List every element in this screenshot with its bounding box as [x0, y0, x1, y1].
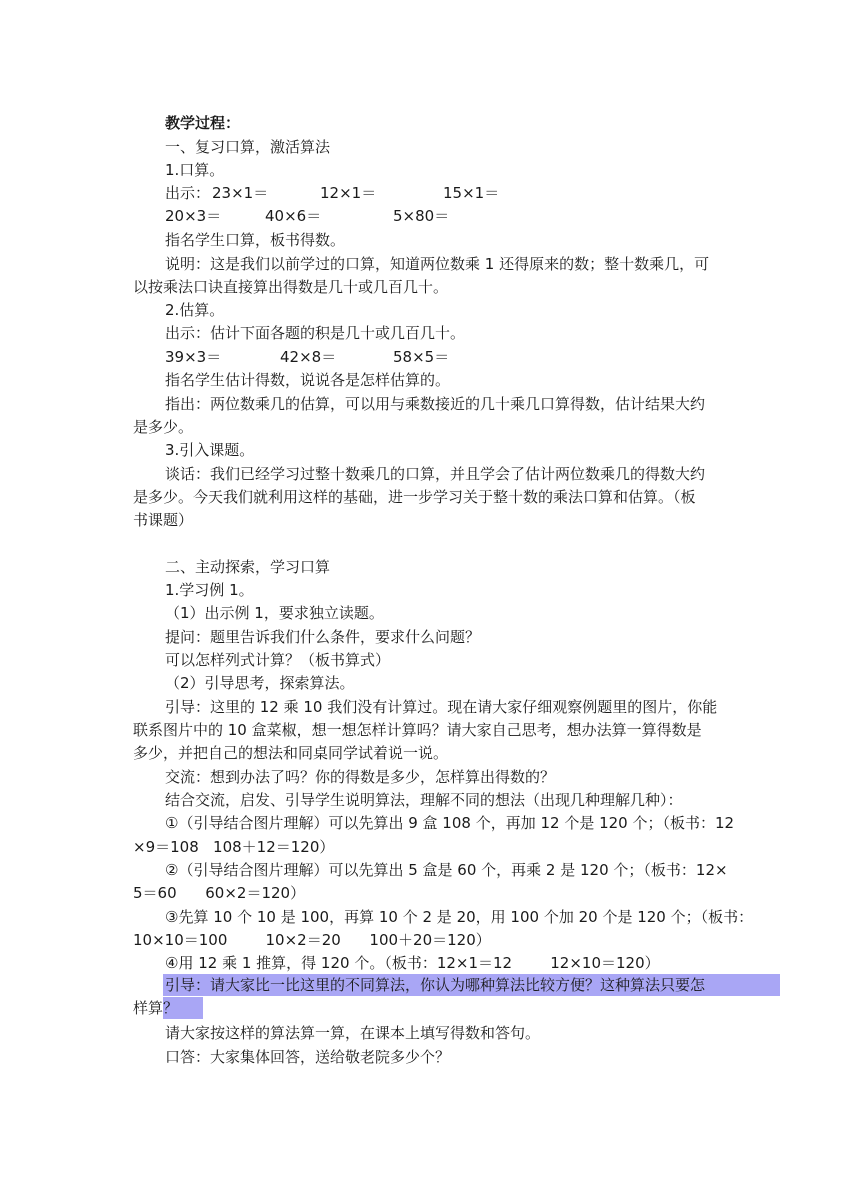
- method-line: ②（引导结合图片理解）可以先算出 5 盒是 60 个，再乘 2 是 120 个；（板书：12×: [165, 861, 728, 879]
- method-line: ①（引导结合图片理解）可以先算出 9 盒 108 个，再加 12 个是 120 个；（板书：12: [165, 814, 735, 832]
- paragraph-line: （2）引导思考，探索算法。: [165, 674, 355, 692]
- exercise-item: 40×6＝: [265, 207, 322, 225]
- method-line: ④用 12 乘 1 推算，得 120 个。（板书：12×1＝12 12×10＝120）: [165, 954, 660, 972]
- paragraph-line: 口答：大家集体回答，送给敬老院多少个？: [165, 1048, 451, 1066]
- paragraph-line: 结合交流，启发、引导学生说明算法，理解不同的想法（出现几种理解几种）：: [165, 791, 683, 809]
- subsection-title: 2.估算。: [165, 301, 225, 319]
- section-heading: 二、主动探索，学习口算: [165, 558, 331, 576]
- paragraph-line: 以按乘法口诀直接算出得数是几十或几百几十。: [133, 278, 449, 296]
- paragraph-line: 是多少。: [133, 418, 194, 436]
- exercise-item: 20×3＝: [165, 207, 222, 225]
- exercise-item: 39×3＝: [165, 348, 222, 366]
- paragraph-line: 说明：这是我们以前学过的口算，知道两位数乘 1 还得原来的数；整十数乘几，可: [165, 255, 710, 273]
- paragraph-line: 可以怎样列式计算？（板书算式）: [165, 651, 391, 669]
- highlighted-line: 引导：请大家比一比这里的不同算法，你认为哪种算法比较方便？这种算法只要怎: [165, 976, 706, 994]
- paragraph-line: （1）出示例 1，要求独立读题。: [165, 604, 384, 622]
- exercise-item: 12×1＝: [320, 184, 377, 202]
- exercise-item: 5×80＝: [393, 207, 450, 225]
- paragraph-line: 出示：估计下面各题的积是几十或几百几十。: [165, 324, 466, 342]
- paragraph-line: 引导：这里的 12 乘 10 我们没有计算过。现在请大家仔细观察例题里的图片，你能: [165, 698, 718, 716]
- exercise-item: 58×5＝: [393, 348, 450, 366]
- section-title: 教学过程：: [165, 114, 241, 132]
- paragraph-line: 指出：两位数乘几的估算，可以用与乘数接近的几十乘几口算得数，估计结果大约: [165, 395, 706, 413]
- method-line: 5＝60 60×2＝120）: [133, 884, 306, 902]
- exercise-item: 42×8＝: [280, 348, 337, 366]
- subsection-title: 3.引入课题。: [165, 441, 255, 459]
- paragraph-line: 请大家按这样的算法算一算，在课本上填写得数和答句。: [165, 1024, 541, 1042]
- paragraph-line: 谈话：我们已经学习过整十数乘几的口算，并且学会了估计两位数乘几的得数大约: [165, 465, 706, 483]
- section-heading: 一、复习口算，激活算法: [165, 138, 331, 156]
- exercise-item: 15×1＝: [443, 184, 500, 202]
- subsection-title: 1.口算。: [165, 161, 225, 179]
- exercise-item: 23×1＝: [212, 184, 269, 202]
- method-line: ×9＝108 108＋12＝120）: [133, 838, 335, 856]
- subsection-title: 1.学习例 1。: [165, 581, 254, 599]
- paragraph-line: 联系图片中的 10 盒菜椒，想一想怎样计算吗？请大家自己思考，想办法算一算得数是: [133, 721, 702, 739]
- paragraph-line: 多少，并把自己的想法和同桌同学试着说一说。: [133, 744, 449, 762]
- exercise-label: 出示：: [165, 184, 211, 202]
- paragraph-line: 书课题）: [133, 511, 194, 529]
- paragraph-line: 指名学生估计得数，说说各是怎样估算的。: [165, 371, 451, 389]
- highlighted-line: 样算？: [133, 999, 179, 1017]
- paragraph-line: 交流：想到办法了吗？你的得数是多少，怎样算出得数的？: [165, 768, 556, 786]
- paragraph-line: 提问：题里告诉我们什么条件，要求什么问题？: [165, 628, 481, 646]
- paragraph-line: 是多少。今天我们就利用这样的基础，进一步学习关于整十数的乘法口算和估算。（板: [133, 488, 696, 506]
- method-line: 10×10＝100 10×2＝20 100＋20＝120）: [133, 931, 491, 949]
- paragraph-line: 指名学生口算，板书得数。: [165, 231, 346, 249]
- method-line: ③先算 10 个 10 是 100，再算 10 个 2 是 20，用 100 个加 20 个是 120 个；（板书：: [165, 908, 754, 926]
